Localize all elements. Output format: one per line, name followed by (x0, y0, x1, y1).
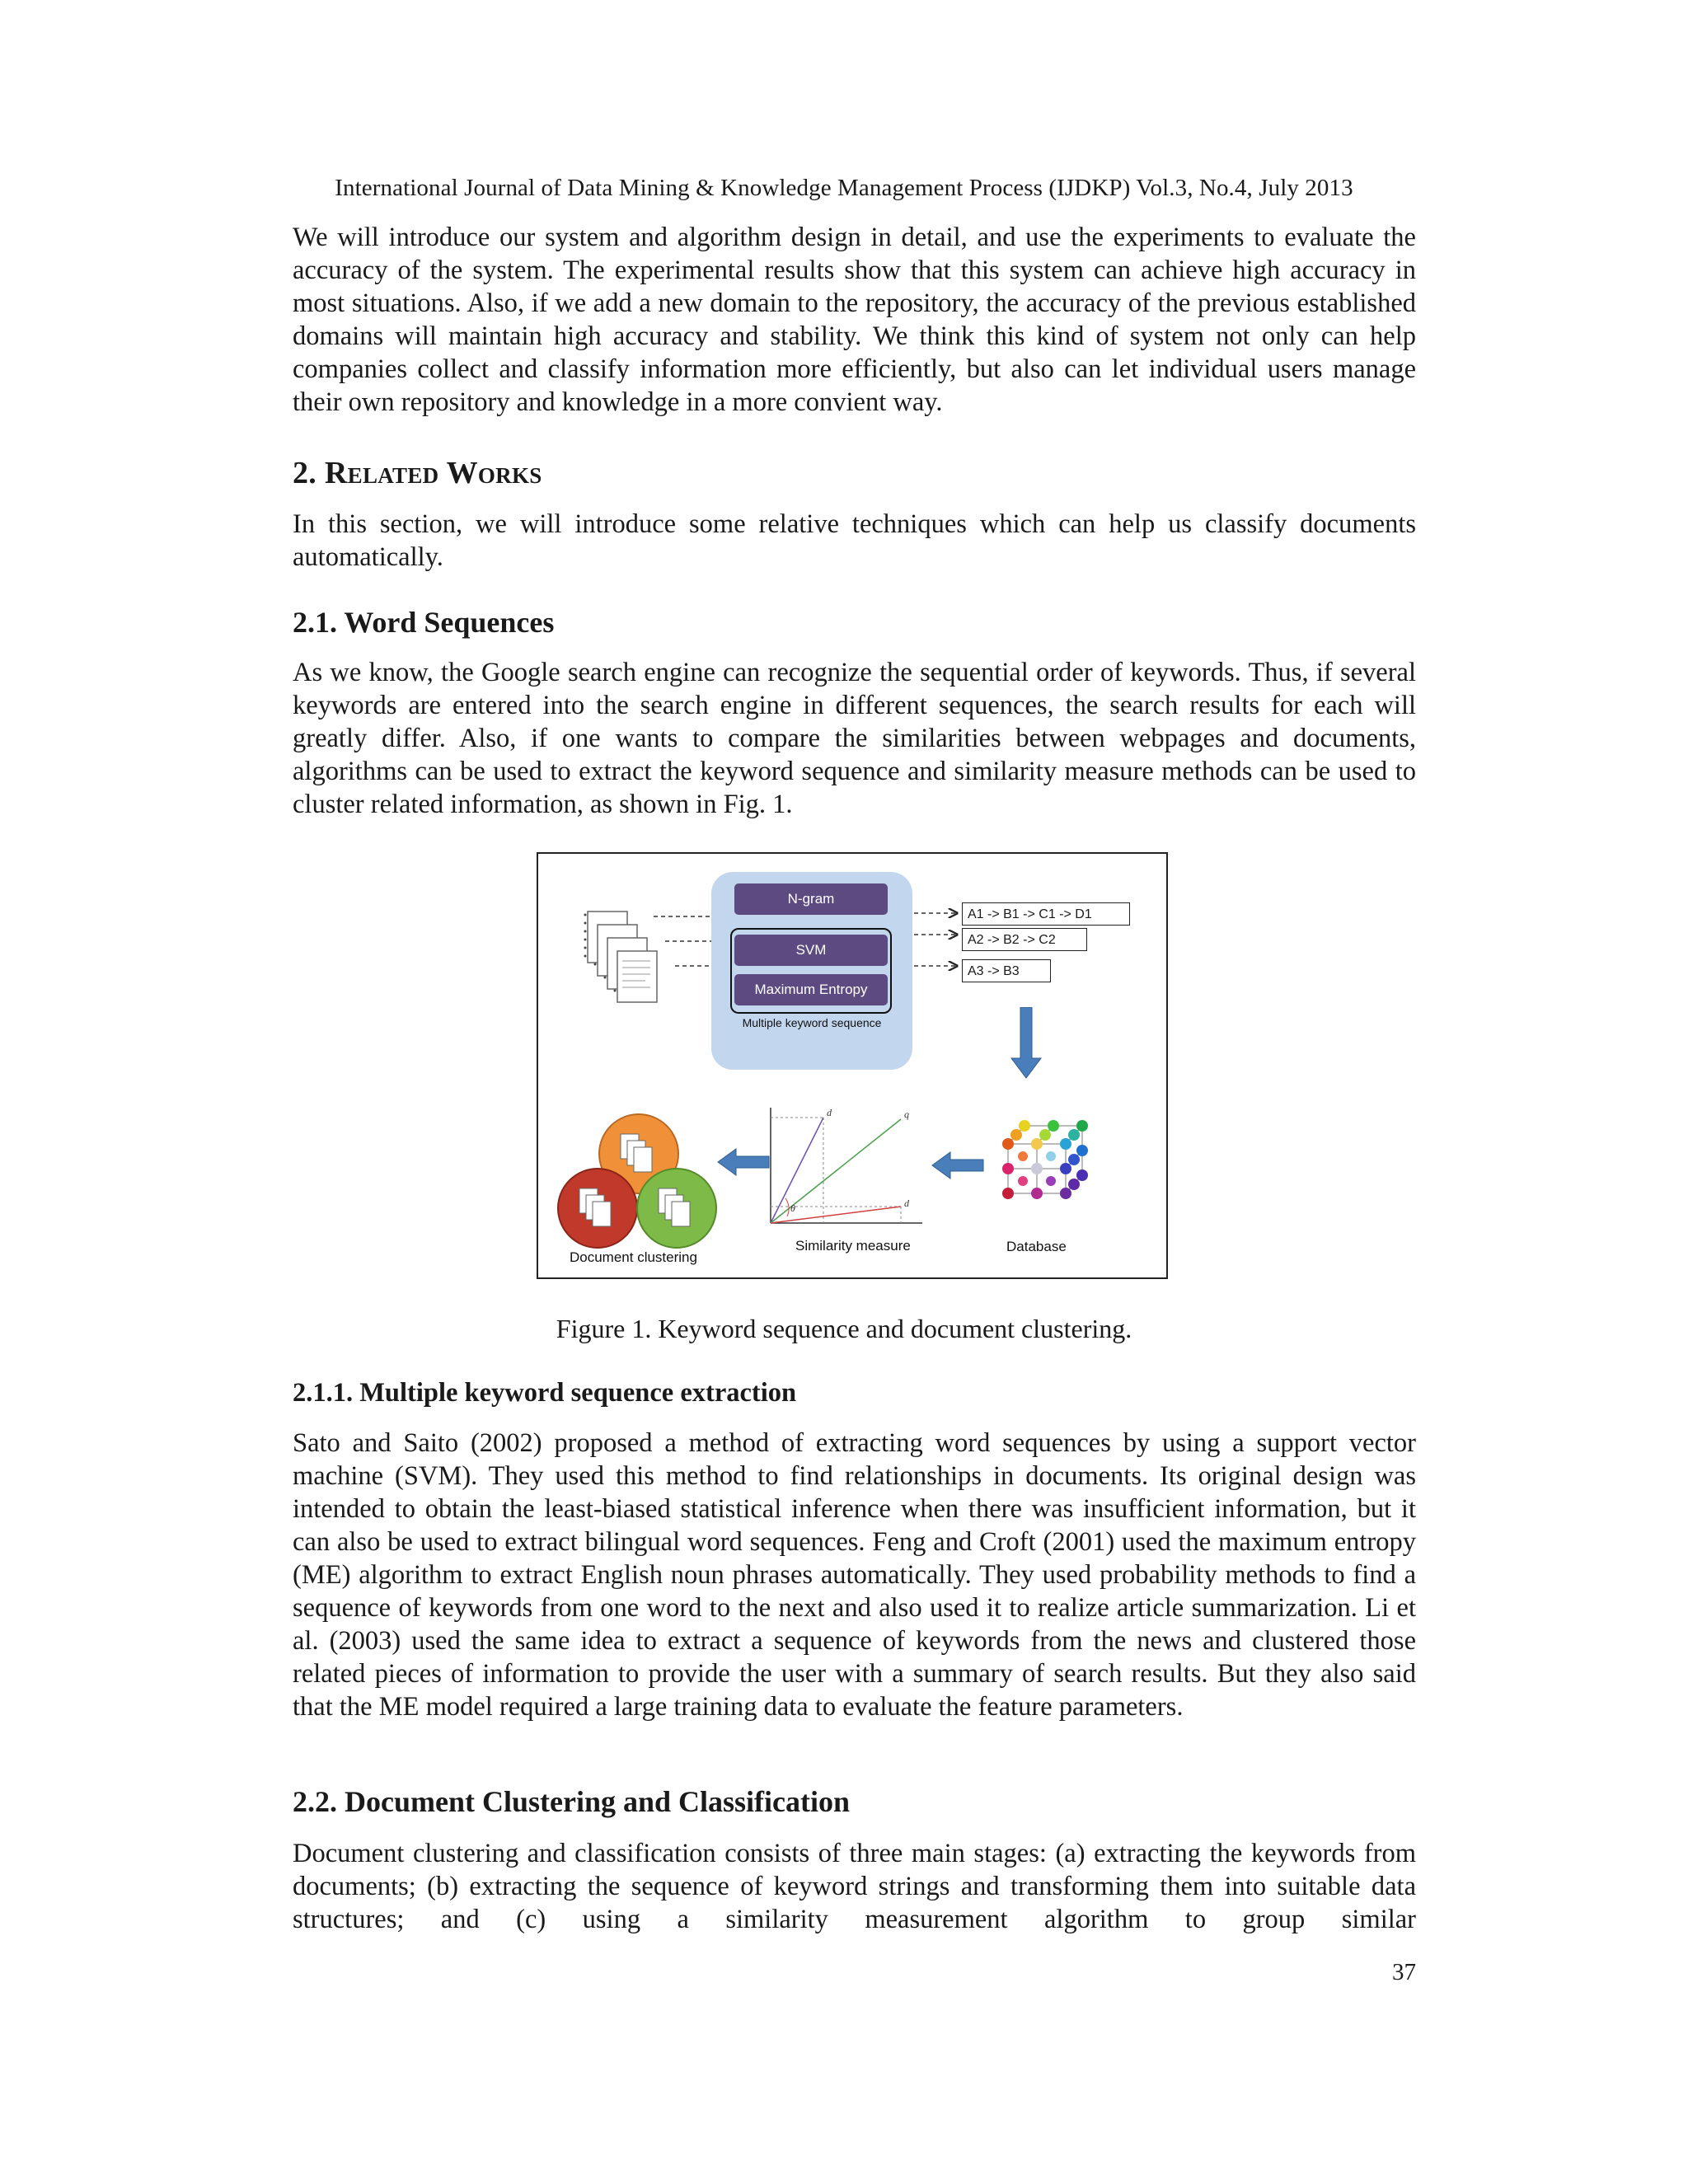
document-clustering-label: Document clustering (570, 1249, 697, 1265)
similarity-measure-label: Similarity measure (795, 1238, 911, 1254)
down-arrow-icon (1010, 1007, 1043, 1080)
section-2-1-1-heading: 2.1.1. Multiple keyword sequence extraction (293, 1378, 797, 1408)
section-2-2-paragraph: Document clustering and classification consists of three main stages: (a) extracting the keywords from documents; (b) extracting the sequence of keyword strings and transforming them into suitable data structures; and (c) using a similarity measurement algorithm to group similar (293, 1839, 1416, 1934)
algorithm-panel-caption: Multiple keyword sequence (742, 1016, 882, 1029)
dashed-connectors-left (654, 912, 720, 977)
algorithm-panel (711, 872, 912, 1070)
section-2-1-heading: 2.1. Word Sequences (293, 606, 555, 639)
maximum-entropy-box: Maximum Entropy (734, 974, 888, 1005)
intro-paragraph: We will introduce our system and algorithm design in detail, and use the experiments to evaluate the accuracy of the system. The experimental results show that this system can achieve high accuracy in most situations. Also, if we add a new domain to the repository, the accuracy of the previous established domains will maintain high accuracy and stability. We think this kind of system not only can help companies collect and classify information more efficiently, but also can let individual users manage their own repository and knowledge in a more convient way. (293, 223, 1416, 417)
section-2-paragraph: In this section, we will introduce some relative techniques which can help us classify documents automatically. (293, 509, 1416, 572)
sequence-3: A3 -> B3 (962, 959, 1051, 982)
section-2-heading: 2. Related Works (293, 456, 542, 490)
page-number: 37 (1392, 1959, 1416, 1985)
svg-text:q: q (904, 1108, 909, 1120)
ngram-box: N-gram (734, 883, 888, 915)
figure-1-caption: Figure 1. Keyword sequence and document clustering. (556, 1314, 1132, 1343)
dashed-arrows-right (912, 903, 962, 986)
svg-text:θ: θ (790, 1202, 795, 1214)
section-2-2-heading: 2.2. Document Clustering and Classification (293, 1785, 851, 1818)
database-label: Database (1006, 1239, 1067, 1254)
svg-text:d: d (827, 1107, 832, 1118)
sequence-2: A2 -> B2 -> C2 (962, 928, 1087, 951)
svg-text:d: d (904, 1197, 909, 1209)
svm-box: SVM (734, 935, 888, 966)
document-clustering-icon (555, 1111, 720, 1251)
sequence-1: A1 -> B1 -> C1 -> D1 (962, 902, 1130, 926)
database-cube-icon (983, 1111, 1099, 1218)
left-arrow-icon-1 (931, 1151, 985, 1180)
figure-1 (537, 852, 1168, 1279)
left-arrow-icon-2 (716, 1147, 771, 1177)
similarity-measure-plot (761, 1101, 926, 1233)
journal-header: International Journal of Data Mining & Knowledge Management Process (IJDKP) Vol.3, No.4, July 2013 (335, 175, 1353, 201)
section-2-1-paragraph: As we know, the Google search engine can recognize the sequential order of keywords. Thus, if several keywords are entered into the search engine in different sequences, the search results for each will greatly differ. Also, if one wants to compare the similarities between webpages and documents, algorithms can be used to extract the keyword sequence and similarity measure methods can be used to cluster related information, as shown in Fig. 1. (293, 658, 1416, 819)
section-2-1-1-paragraph: Sato and Saito (2002) proposed a method of extracting word sequences by using a support vector machine (SVM). They used this method to find relationships in documents. Its original design was intended to obtain the least-biased statistical inference when there was insufficient information, but it can also be used to extract bilingual word sequences. Feng and Croft (2001) used the maximum entropy (ME) algorithm to extract English noun phrases automatically. They used probability methods to find a sequence of keywords from one word to the next and also used it to realize article summarization. Li et al. (2003) used the same idea to extract a sequence of keywords from the news and clustered those related pieces of information to provide the user with a summary of search results. But they also said that the ME model required a large training data to evaluate the feature parameters. (293, 1428, 1416, 1722)
